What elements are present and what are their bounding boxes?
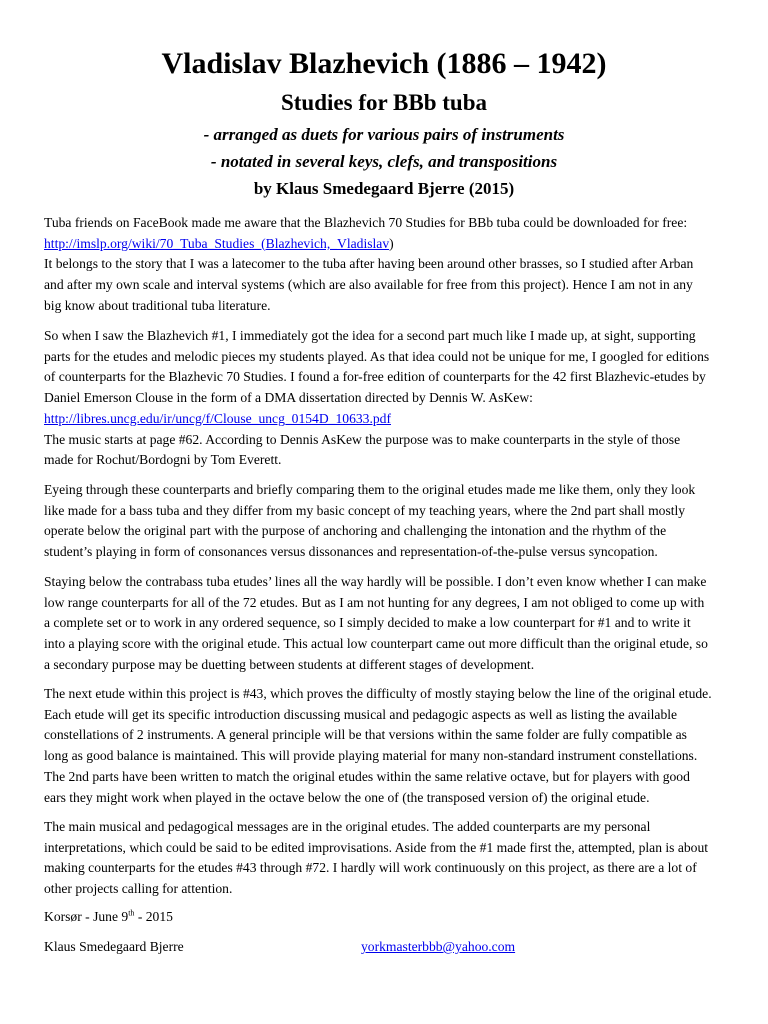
paragraph-next-etude: [44, 684, 736, 808]
signature-name: Klaus Smedegaard Bjerre: [44, 939, 184, 954]
imslp-link[interactable]: http://imslp.org/wiki/70_Tuba_Studies_(Blazhevich,_Vladislav: [44, 235, 390, 251]
text-line: The 2nd parts have been written to match the original etudes within the same relative octave, but for players with good: [44, 768, 690, 784]
document-subtitle: Studies for BBb tuba: [280, 90, 487, 115]
text-line: The next etude within this project is #43, which proves the difficulty of mostly staying below the line of the original etude.: [44, 686, 712, 701]
byline: by Klaus Smedegaard Bjerre (2015): [253, 179, 515, 198]
text-line: Daniel Emerson Clouse in the form of a DMA dissertation directed by Dennis W. AsKew:: [44, 390, 533, 406]
text-line: making counterparts for the etudes #43 through #72. I hardly will work continuously on this project, as there are a lot of: [44, 860, 697, 876]
text-line: big know about traditional tuba literature.: [44, 297, 271, 313]
text-line: low range counterparts for all of the 72 etudes. But as I am not hunting for any degrees, I am not obliged to come up with: [44, 594, 705, 610]
text-line: It belongs to the story that I was a latecomer to the tuba after having been around other brasses, so I studied after Arban: [44, 256, 694, 272]
text-line: The main musical and pedagogical messages are in the original etudes. The added counterparts are my personal: [44, 819, 651, 834]
imslp-link-line: [44, 234, 736, 255]
text-line: long as good balance is maintained. This will provide playing material for many non-standard instrument constellations.: [44, 748, 698, 764]
tagline-arranged: - arranged as duets for various pairs of instruments: [203, 125, 565, 144]
text-line: made for Rochut/Bordogni by Tom Everett.: [44, 452, 282, 468]
document-title: Vladislav Blazhevich (1886 – 1942): [161, 47, 607, 80]
text-line: Staying below the contrabass tuba etudes’ lines all the way hardly will be possible. I don’t even know whether I can make: [44, 574, 707, 589]
text-line: interpretations, which could be said to be edited improvisations. Aside from the #1 made first the, attempted, plan is about: [44, 839, 709, 855]
email-link[interactable]: yorkmasterbbb@yahoo.com: [361, 939, 516, 954]
text-line: Each etude will get its specific introduction discussing musical and pedagogic aspects as well as listing the available: [44, 706, 678, 722]
text-line: into a playing score with the original etude. This actual low counterpart came out more difficult than the original etude, so: [44, 636, 708, 652]
text-line: constellations of 2 instruments. A general principle will be that versions within the same folder are fully compatible as: [44, 727, 687, 743]
uncg-link[interactable]: http://libres.uncg.edu/ir/uncg/f/Clouse_uncg_0154D_10633.pdf: [44, 410, 391, 426]
paragraph-staying-below: [44, 572, 736, 676]
text-line: like made for a bass tuba and they differ from my basic concept of my teaching years, where the 2nd part shall mostly: [44, 502, 686, 518]
text-line: parts for the etudes and melodic pieces my students played. As that idea could not be unique for me, I googled for editions: [44, 348, 710, 364]
text-line: operate below the original part with the purpose of anchoring and challenging the intonation and the rhythm of the: [44, 523, 667, 539]
paragraph-counterparts: [44, 326, 736, 471]
paragraph-intro: [44, 213, 736, 317]
link-suffix: ): [389, 235, 394, 251]
paragraph-messages: [44, 817, 736, 900]
text-line: The music starts at page #62. According to Dennis AsKew the purpose was to make counterparts in the style of those: [44, 431, 681, 447]
text-line: a complete set or to work in any ordered sequence, so I simply decided to make a low counterpart for #1 and to write it: [44, 615, 691, 631]
text-line: student’s playing in form of consonances versus dissonances and representation-of-the-pulse versus syncopation.: [44, 544, 658, 560]
text-line: ears they might work when played in the octave below the one of (the transposed version of) the original etude.: [44, 789, 650, 805]
tagline-notated: - notated in several keys, clefs, and transpositions: [210, 152, 558, 171]
uncg-link-line: [44, 409, 736, 430]
text-line: of counterparts for the Blazhevic 70 Studies. I found a for-free edition of counterparts for the 42 first Blazhevic-etudes by: [44, 369, 706, 385]
text-line: Tuba friends on FaceBook made me aware that the Blazhevich 70 Studies for BBb tuba could be downloaded for free:: [44, 215, 688, 230]
text-line: and after my own scale and interval systems (which are also available for free from this project). Hence I am not in any: [44, 277, 693, 293]
date-ordinal: th: [128, 908, 135, 918]
text-line: So when I saw the Blazhevich #1, I immediately got the idea for a second part much like I made up, at sight, supporting: [44, 328, 696, 343]
text-line: a secondary purpose may be duetting between students at different stages of development.: [44, 656, 535, 672]
signature-date: [44, 907, 173, 927]
date-suffix: - 2015: [134, 909, 173, 924]
date-prefix: Korsør - June 9: [44, 909, 129, 924]
text-line: Eyeing through these counterparts and briefly comparing them to the original etudes made me like them, only they look: [44, 482, 696, 497]
text-line: other projects calling for attention.: [44, 881, 233, 897]
paragraph-eyeing: [44, 480, 736, 563]
